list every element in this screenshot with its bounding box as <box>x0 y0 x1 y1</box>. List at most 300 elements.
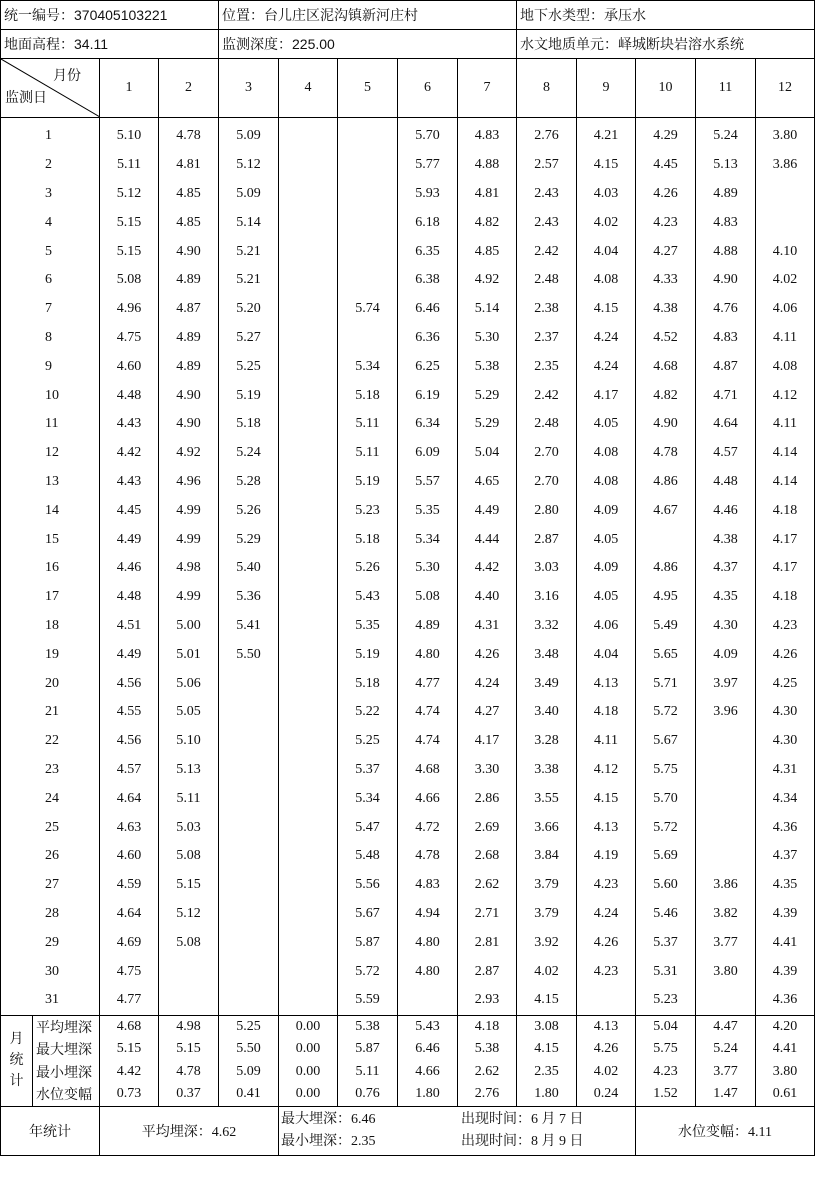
depth-cell: 4.12 <box>756 381 815 410</box>
depth-cell: 4.87 <box>696 352 756 381</box>
table-row <box>1 118 815 151</box>
depth-cell: 5.14 <box>458 295 517 324</box>
depth-cell: 6.09 <box>398 439 458 468</box>
depth-cell: 5.15 <box>159 871 219 900</box>
depth-cell: 4.26 <box>577 928 636 957</box>
table-row <box>1 381 815 410</box>
depth-cell: 5.23 <box>338 496 398 525</box>
stat-row <box>1 1015 815 1038</box>
depth-cell: 5.11 <box>338 410 398 439</box>
depth-cell: 5.41 <box>219 612 279 641</box>
month-header-11: 11 <box>696 59 756 118</box>
depth-cell: 2.87 <box>458 957 517 986</box>
depth-cell <box>159 957 219 986</box>
stat-cell: 5.38 <box>458 1038 517 1061</box>
depth-cell <box>219 928 279 957</box>
stat-cell: 1.47 <box>696 1083 756 1106</box>
depth-cell <box>279 324 338 353</box>
table-row <box>1 928 815 957</box>
depth-cell: 4.23 <box>636 208 696 237</box>
depth-cell: 4.05 <box>577 583 636 612</box>
depth-cell: 4.06 <box>756 295 815 324</box>
depth-cell: 4.99 <box>159 583 219 612</box>
day-number: 13 <box>1 468 100 497</box>
depth-cell: 5.18 <box>338 525 398 554</box>
depth-cell: 4.15 <box>577 295 636 324</box>
depth-cell: 4.24 <box>577 900 636 929</box>
corner-cell <box>1 59 100 118</box>
month-header-2: 2 <box>159 59 219 118</box>
depth-cell: 3.86 <box>696 871 756 900</box>
stat-cell: 5.75 <box>636 1038 696 1061</box>
water-type: 地下水类型：承压水 <box>517 1 815 30</box>
depth-cell <box>219 871 279 900</box>
table-row <box>1 986 815 1015</box>
depth-cell: 5.01 <box>159 640 219 669</box>
depth-cell: 4.98 <box>159 554 219 583</box>
depth-cell: 4.27 <box>636 237 696 266</box>
depth-cell: 4.92 <box>458 266 517 295</box>
depth-cell: 4.46 <box>696 496 756 525</box>
depth-cell: 4.90 <box>696 266 756 295</box>
depth-cell: 5.34 <box>398 525 458 554</box>
day-number: 23 <box>1 756 100 785</box>
stat-cell: 4.66 <box>398 1061 458 1084</box>
depth-cell: 5.18 <box>338 669 398 698</box>
annual-max: 最大埋深：6.46 <box>281 1111 376 1127</box>
depth-cell: 3.77 <box>696 928 756 957</box>
depth-cell: 4.11 <box>756 324 815 353</box>
table-row <box>1 727 815 756</box>
table-row <box>1 669 815 698</box>
depth-cell <box>279 813 338 842</box>
depth-cell <box>219 784 279 813</box>
day-axis-label: 监测日 <box>5 91 47 106</box>
depth-cell: 5.29 <box>219 525 279 554</box>
depth-cell: 4.77 <box>398 669 458 698</box>
depth-cell: 3.96 <box>696 698 756 727</box>
depth-cell: 4.14 <box>756 468 815 497</box>
stat-cell: 1.52 <box>636 1083 696 1106</box>
depth-cell <box>219 669 279 698</box>
depth-cell: 4.81 <box>159 151 219 180</box>
depth-cell <box>696 842 756 871</box>
depth-cell: 4.23 <box>577 957 636 986</box>
header-row-2 <box>1 30 815 59</box>
depth-cell: 4.42 <box>458 554 517 583</box>
depth-cell: 4.51 <box>100 612 159 641</box>
table-row <box>1 496 815 525</box>
depth-cell: 5.11 <box>159 784 219 813</box>
depth-cell: 5.08 <box>159 842 219 871</box>
depth-cell <box>338 208 398 237</box>
month-header-7: 7 <box>458 59 517 118</box>
depth-cell: 4.34 <box>756 784 815 813</box>
day-number: 18 <box>1 612 100 641</box>
depth-cell <box>219 727 279 756</box>
depth-cell: 5.12 <box>159 900 219 929</box>
stat-cell: 4.13 <box>577 1015 636 1038</box>
location: 位置：台儿庄区泥沟镇新河庄村 <box>219 1 517 30</box>
depth-cell: 6.34 <box>398 410 458 439</box>
depth-cell <box>279 612 338 641</box>
depth-cell: 4.17 <box>756 554 815 583</box>
month-header-9: 9 <box>577 59 636 118</box>
table-row <box>1 439 815 468</box>
depth-cell <box>279 554 338 583</box>
depth-cell: 5.24 <box>696 118 756 151</box>
annual-min-time: 出现时间：8 月 9 日 <box>461 1133 584 1149</box>
depth-cell: 4.13 <box>577 669 636 698</box>
depth-cell <box>279 784 338 813</box>
depth-cell: 3.40 <box>517 698 577 727</box>
depth-cell: 4.02 <box>577 208 636 237</box>
depth-cell: 3.79 <box>517 871 577 900</box>
depth-cell: 4.55 <box>100 698 159 727</box>
depth-cell: 2.62 <box>458 871 517 900</box>
table-row <box>1 352 815 381</box>
depth-cell: 4.80 <box>398 640 458 669</box>
depth-cell: 4.17 <box>756 525 815 554</box>
depth-cell: 2.93 <box>458 986 517 1015</box>
table-row <box>1 957 815 986</box>
depth-cell: 5.37 <box>338 756 398 785</box>
depth-cell: 5.72 <box>636 813 696 842</box>
depth-cell <box>338 324 398 353</box>
depth-cell: 5.67 <box>636 727 696 756</box>
day-number: 15 <box>1 525 100 554</box>
depth-cell: 5.49 <box>636 612 696 641</box>
depth-cell: 4.96 <box>100 295 159 324</box>
depth-cell: 4.39 <box>756 957 815 986</box>
depth-cell: 5.06 <box>159 669 219 698</box>
table-row <box>1 266 815 295</box>
depth-cell: 4.72 <box>398 813 458 842</box>
month-axis-label: 月份 <box>53 69 81 84</box>
depth-cell: 5.29 <box>458 410 517 439</box>
depth-cell: 3.16 <box>517 583 577 612</box>
stat-cell: 0.00 <box>279 1015 338 1038</box>
depth-cell: 4.14 <box>756 439 815 468</box>
depth-cell: 4.26 <box>756 640 815 669</box>
depth-cell: 6.46 <box>398 295 458 324</box>
annual-stats-row <box>1 1106 815 1155</box>
depth-cell: 4.48 <box>100 583 159 612</box>
depth-cell: 4.64 <box>696 410 756 439</box>
day-number: 1 <box>1 118 100 151</box>
depth-cell: 5.14 <box>219 208 279 237</box>
month-header-row <box>1 59 815 118</box>
depth-cell: 2.80 <box>517 496 577 525</box>
table-row <box>1 324 815 353</box>
depth-cell: 4.78 <box>159 118 219 151</box>
depth-cell: 4.83 <box>696 324 756 353</box>
depth-cell: 4.52 <box>636 324 696 353</box>
stat-cell: 0.24 <box>577 1083 636 1106</box>
depth-cell: 4.90 <box>636 410 696 439</box>
depth-cell <box>338 118 398 151</box>
stat-cell: 1.80 <box>517 1083 577 1106</box>
depth-cell: 4.49 <box>458 496 517 525</box>
depth-cell: 5.75 <box>636 756 696 785</box>
depth-cell: 4.49 <box>100 525 159 554</box>
depth-cell: 4.08 <box>577 468 636 497</box>
depth-cell <box>279 410 338 439</box>
day-number: 25 <box>1 813 100 842</box>
stat-cell: 0.76 <box>338 1083 398 1106</box>
depth-cell: 4.57 <box>696 439 756 468</box>
depth-cell: 4.41 <box>756 928 815 957</box>
depth-cell: 4.64 <box>100 784 159 813</box>
depth-cell: 4.30 <box>756 727 815 756</box>
day-number: 6 <box>1 266 100 295</box>
depth-cell: 4.35 <box>756 871 815 900</box>
stat-cell: 4.15 <box>517 1038 577 1061</box>
depth-cell <box>338 180 398 209</box>
day-number: 24 <box>1 784 100 813</box>
depth-cell: 5.29 <box>458 381 517 410</box>
stat-cell: 0.00 <box>279 1061 338 1084</box>
depth-cell: 4.19 <box>577 842 636 871</box>
depth-cell <box>279 468 338 497</box>
day-number: 29 <box>1 928 100 957</box>
depth-cell: 4.11 <box>577 727 636 756</box>
day-number: 10 <box>1 381 100 410</box>
depth-cell: 4.15 <box>517 986 577 1015</box>
annual-max-line <box>281 1109 635 1131</box>
depth-cell: 2.43 <box>517 180 577 209</box>
stat-cell: 5.04 <box>636 1015 696 1038</box>
day-number: 9 <box>1 352 100 381</box>
depth-cell: 4.10 <box>756 237 815 266</box>
depth-cell: 2.87 <box>517 525 577 554</box>
depth-cell: 4.45 <box>636 151 696 180</box>
depth-cell: 5.77 <box>398 151 458 180</box>
depth-cell: 4.30 <box>756 698 815 727</box>
day-number: 16 <box>1 554 100 583</box>
depth-cell: 4.45 <box>100 496 159 525</box>
stat-cell: 0.00 <box>279 1038 338 1061</box>
depth-cell <box>279 266 338 295</box>
depth-cell: 4.68 <box>636 352 696 381</box>
depth-cell <box>279 180 338 209</box>
stat-cell: 1.80 <box>398 1083 458 1106</box>
depth-cell <box>279 583 338 612</box>
depth-cell: 4.86 <box>636 554 696 583</box>
stat-cell: 5.15 <box>159 1038 219 1061</box>
depth-cell: 4.48 <box>100 381 159 410</box>
month-header-6: 6 <box>398 59 458 118</box>
month-header-4: 4 <box>279 59 338 118</box>
depth-cell: 5.28 <box>219 468 279 497</box>
depth-cell: 2.42 <box>517 237 577 266</box>
depth-cell: 2.81 <box>458 928 517 957</box>
stat-label: 平均埋深 <box>33 1015 100 1038</box>
depth-cell: 5.35 <box>398 496 458 525</box>
depth-cell: 5.12 <box>219 151 279 180</box>
depth-cell: 3.66 <box>517 813 577 842</box>
annual-average: 平均埋深：4.62 <box>100 1106 279 1155</box>
depth-cell: 4.83 <box>398 871 458 900</box>
depth-cell: 5.74 <box>338 295 398 324</box>
depth-cell: 4.02 <box>517 957 577 986</box>
annual-min: 最小埋深：2.35 <box>281 1133 376 1149</box>
stat-cell: 4.98 <box>159 1015 219 1038</box>
table-row <box>1 900 815 929</box>
depth-cell <box>338 151 398 180</box>
depth-cell: 5.87 <box>338 928 398 957</box>
depth-cell <box>279 957 338 986</box>
elevation: 地面高程：34.11 <box>1 30 219 59</box>
depth-cell: 5.21 <box>219 266 279 295</box>
depth-cell: 3.97 <box>696 669 756 698</box>
depth-cell: 4.94 <box>398 900 458 929</box>
depth-cell: 2.48 <box>517 410 577 439</box>
depth-cell: 4.26 <box>636 180 696 209</box>
depth-cell: 4.21 <box>577 118 636 151</box>
depth-cell: 3.86 <box>756 151 815 180</box>
depth-cell: 4.64 <box>100 900 159 929</box>
day-number: 27 <box>1 871 100 900</box>
depth-cell: 4.35 <box>696 583 756 612</box>
table-row <box>1 784 815 813</box>
depth-cell: 5.09 <box>219 180 279 209</box>
depth-cell: 4.24 <box>458 669 517 698</box>
depth-cell: 4.77 <box>100 986 159 1015</box>
depth-cell: 5.19 <box>338 468 398 497</box>
depth-cell: 4.09 <box>577 496 636 525</box>
day-number: 21 <box>1 698 100 727</box>
depth-cell: 5.72 <box>636 698 696 727</box>
depth-cell <box>338 266 398 295</box>
table-row <box>1 237 815 266</box>
stat-cell: 4.68 <box>100 1015 159 1038</box>
day-number: 20 <box>1 669 100 698</box>
stat-cell: 4.02 <box>577 1061 636 1084</box>
stat-cell: 6.46 <box>398 1038 458 1061</box>
depth-cell: 3.79 <box>517 900 577 929</box>
depth-cell: 4.90 <box>159 410 219 439</box>
depth-cell: 4.60 <box>100 352 159 381</box>
day-number: 22 <box>1 727 100 756</box>
depth-cell: 5.26 <box>219 496 279 525</box>
depth-cell: 4.71 <box>696 381 756 410</box>
depth-cell <box>279 928 338 957</box>
depth-cell: 4.85 <box>159 180 219 209</box>
depth-cell: 5.00 <box>159 612 219 641</box>
depth-cell: 5.19 <box>338 640 398 669</box>
depth-cell: 5.15 <box>100 237 159 266</box>
depth-cell: 4.49 <box>100 640 159 669</box>
depth-cell: 3.49 <box>517 669 577 698</box>
depth-cell: 5.10 <box>100 118 159 151</box>
depth-cell: 4.08 <box>756 352 815 381</box>
depth-cell: 5.57 <box>398 468 458 497</box>
depth-cell: 4.13 <box>577 813 636 842</box>
depth-cell: 3.92 <box>517 928 577 957</box>
depth-cell: 5.13 <box>696 151 756 180</box>
depth-cell: 4.08 <box>577 439 636 468</box>
depth-cell <box>696 813 756 842</box>
depth-cell: 4.95 <box>636 583 696 612</box>
depth-cell: 5.36 <box>219 583 279 612</box>
depth-cell <box>279 698 338 727</box>
stat-cell: 4.42 <box>100 1061 159 1084</box>
depth-cell: 5.67 <box>338 900 398 929</box>
depth-cell <box>279 525 338 554</box>
stat-cell: 0.41 <box>219 1083 279 1106</box>
depth-cell: 4.89 <box>159 352 219 381</box>
depth-cell: 4.57 <box>100 756 159 785</box>
depth-cell: 4.30 <box>696 612 756 641</box>
monthly-stats <box>1 1015 815 1106</box>
day-number: 8 <box>1 324 100 353</box>
depth-cell: 4.33 <box>636 266 696 295</box>
depth-cell <box>219 698 279 727</box>
month-header-8: 8 <box>517 59 577 118</box>
depth-cell <box>279 118 338 151</box>
depth-cell: 5.43 <box>338 583 398 612</box>
depth-cell: 3.28 <box>517 727 577 756</box>
depth-cell: 5.18 <box>338 381 398 410</box>
depth-cell: 4.68 <box>398 756 458 785</box>
depth-cell: 2.35 <box>517 352 577 381</box>
depth-cell <box>279 151 338 180</box>
month-header-5: 5 <box>338 59 398 118</box>
stat-label: 最大埋深 <box>33 1038 100 1061</box>
stat-cell: 3.08 <box>517 1015 577 1038</box>
stat-cell: 0.37 <box>159 1083 219 1106</box>
day-number: 2 <box>1 151 100 180</box>
depth-cell: 4.89 <box>159 324 219 353</box>
depth-cell: 5.40 <box>219 554 279 583</box>
depth-cell: 5.12 <box>100 180 159 209</box>
stat-cell: 0.61 <box>756 1083 815 1106</box>
station-id: 统一编号：370405103221 <box>1 1 219 30</box>
depth-cell <box>219 900 279 929</box>
table-row <box>1 468 815 497</box>
depth-cell: 4.43 <box>100 410 159 439</box>
depth-cell: 5.19 <box>219 381 279 410</box>
depth-cell: 2.38 <box>517 295 577 324</box>
depth-cell: 5.93 <box>398 180 458 209</box>
stat-cell: 5.15 <box>100 1038 159 1061</box>
depth-cell: 4.89 <box>159 266 219 295</box>
annual-label: 年统计 <box>1 1106 100 1155</box>
monthly-stats-label: 月 统 计 <box>1 1015 33 1106</box>
depth-cell: 2.57 <box>517 151 577 180</box>
depth-cell: 4.15 <box>577 151 636 180</box>
depth-cell: 3.48 <box>517 640 577 669</box>
depth-cell: 5.47 <box>338 813 398 842</box>
stat-row <box>1 1038 815 1061</box>
depth-cell: 4.42 <box>100 439 159 468</box>
stat-cell: 3.77 <box>696 1061 756 1084</box>
depth-cell: 4.59 <box>100 871 159 900</box>
table-row <box>1 554 815 583</box>
depth-cell <box>219 842 279 871</box>
depth-cell: 5.25 <box>219 352 279 381</box>
day-number: 12 <box>1 439 100 468</box>
day-number: 3 <box>1 180 100 209</box>
stat-row <box>1 1083 815 1106</box>
stat-cell: 0.73 <box>100 1083 159 1106</box>
stat-cell: 5.09 <box>219 1061 279 1084</box>
depth-cell: 4.09 <box>577 554 636 583</box>
depth-cell: 4.15 <box>577 784 636 813</box>
depth-cell: 4.88 <box>696 237 756 266</box>
depth-cell: 5.25 <box>338 727 398 756</box>
